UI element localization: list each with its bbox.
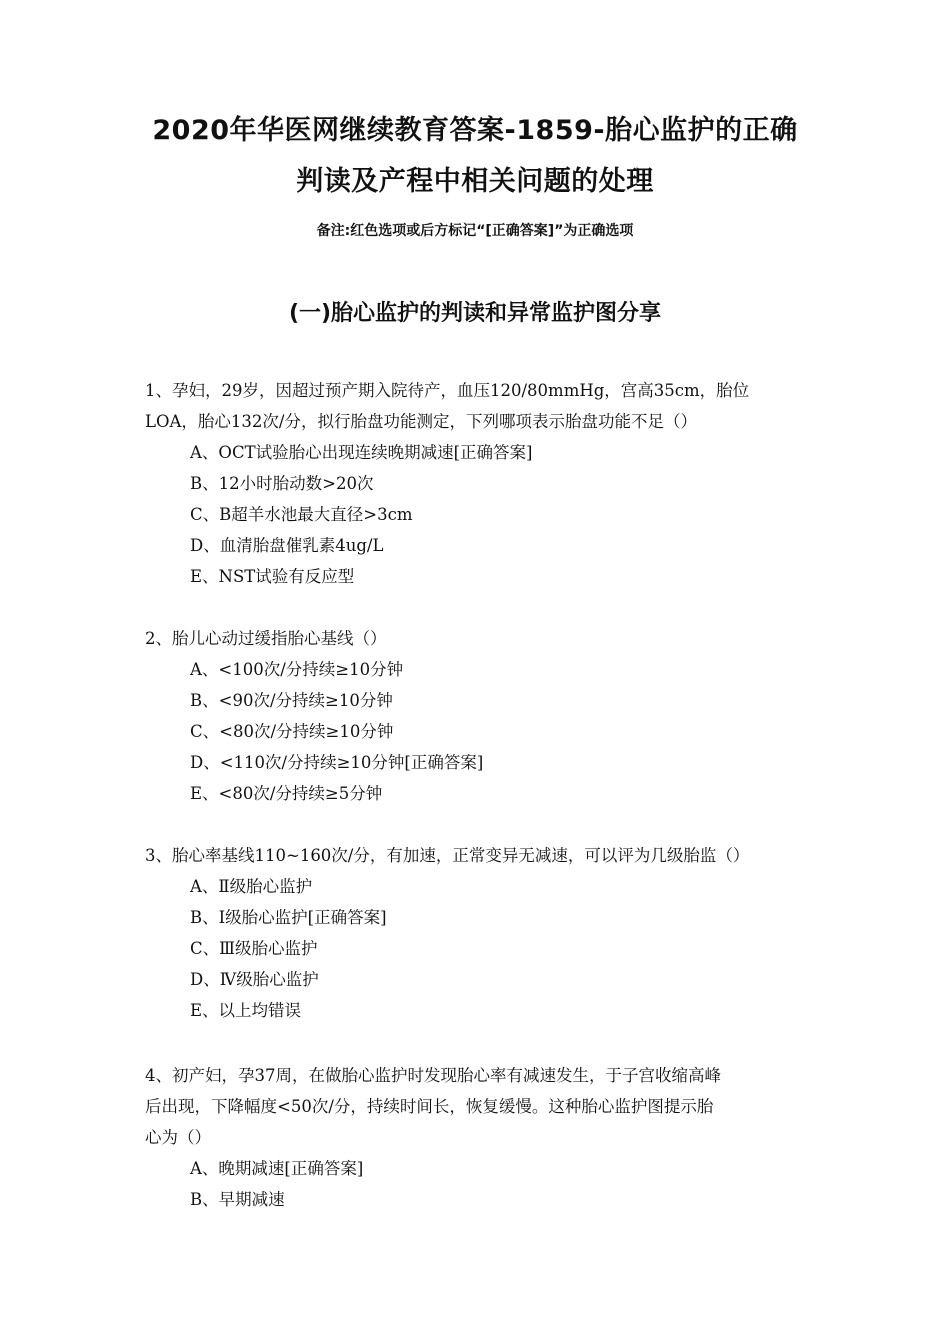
document-title-line-1: 2020年华医网继续教育答案-1859-胎心监护的正确	[152, 115, 798, 146]
section-title: (一)胎心监护的判读和异常监护图分享	[288, 301, 662, 327]
question-1-option-a: A、OCT试验胎心出现连续晚期减速[正确答案]	[190, 443, 533, 462]
document-title-line-2: 判读及产程中相关问题的处理	[296, 166, 654, 197]
question-3-option-d: D、Ⅳ级胎心监护	[190, 970, 319, 989]
question-3-option-a: A、Ⅱ级胎心监护	[190, 877, 313, 896]
question-4-option-a: A、晚期减速[正确答案]	[190, 1159, 364, 1178]
question-3-option-b: B、Ⅰ级胎心监护[正确答案]	[190, 908, 387, 927]
question-2-option-d: D、<110次/分持续≥10分钟[正确答案]	[190, 753, 484, 772]
question-2-option-c: C、<80次/分持续≥10分钟	[190, 722, 394, 741]
answer-note: 备注:红色选项或后方标记“[正确答案]”为正确选项	[316, 223, 634, 239]
question-3-text-line-1: 3、胎心率基线110~160次/分，有加速，正常变异无减速，可以评为几级胎监（）	[145, 846, 750, 865]
question-4-text-line-3: 心为（）	[145, 1128, 211, 1147]
question-2-option-e: E、<80次/分持续≥5分钟	[190, 784, 383, 803]
question-1-text-line-2: LOA，胎心132次/分，拟行胎盘功能测定，下列哪项表示胎盘功能不足（）	[145, 412, 697, 431]
question-2-option-b: B、<90次/分持续≥10分钟	[190, 691, 393, 710]
question-1-option-d: D、血清胎盘催乳素4ug/L	[190, 536, 384, 555]
question-4-text-line-1: 4、初产妇，孕37周，在做胎心监护时发现胎心率有减速发生，于子宫收缩高峰	[145, 1066, 721, 1085]
question-2-text-line-1: 2、胎儿心动过缓指胎心基线（）	[145, 629, 387, 648]
question-1-text-line-1: 1、孕妇，29岁，因超过预产期入院待产，血压120/80mmHg，宫高35cm，胎位	[145, 381, 750, 400]
question-1-option-e: E、NST试验有反应型	[190, 567, 355, 586]
question-3-option-c: C、Ⅲ级胎心监护	[190, 939, 318, 958]
question-4-text-line-2: 后出现，下降幅度<50次/分，持续时间长，恢复缓慢。这种胎心监护图提示胎	[145, 1097, 714, 1116]
question-1-option-c: C、B超羊水池最大直径>3cm	[190, 505, 413, 524]
question-2-option-a: A、<100次/分持续≥10分钟	[190, 660, 404, 679]
question-3-option-e: E、以上均错误	[190, 1001, 302, 1020]
question-4-option-b: B、早期减速	[190, 1190, 285, 1209]
question-1-option-b: B、12小时胎动数>20次	[190, 474, 374, 493]
